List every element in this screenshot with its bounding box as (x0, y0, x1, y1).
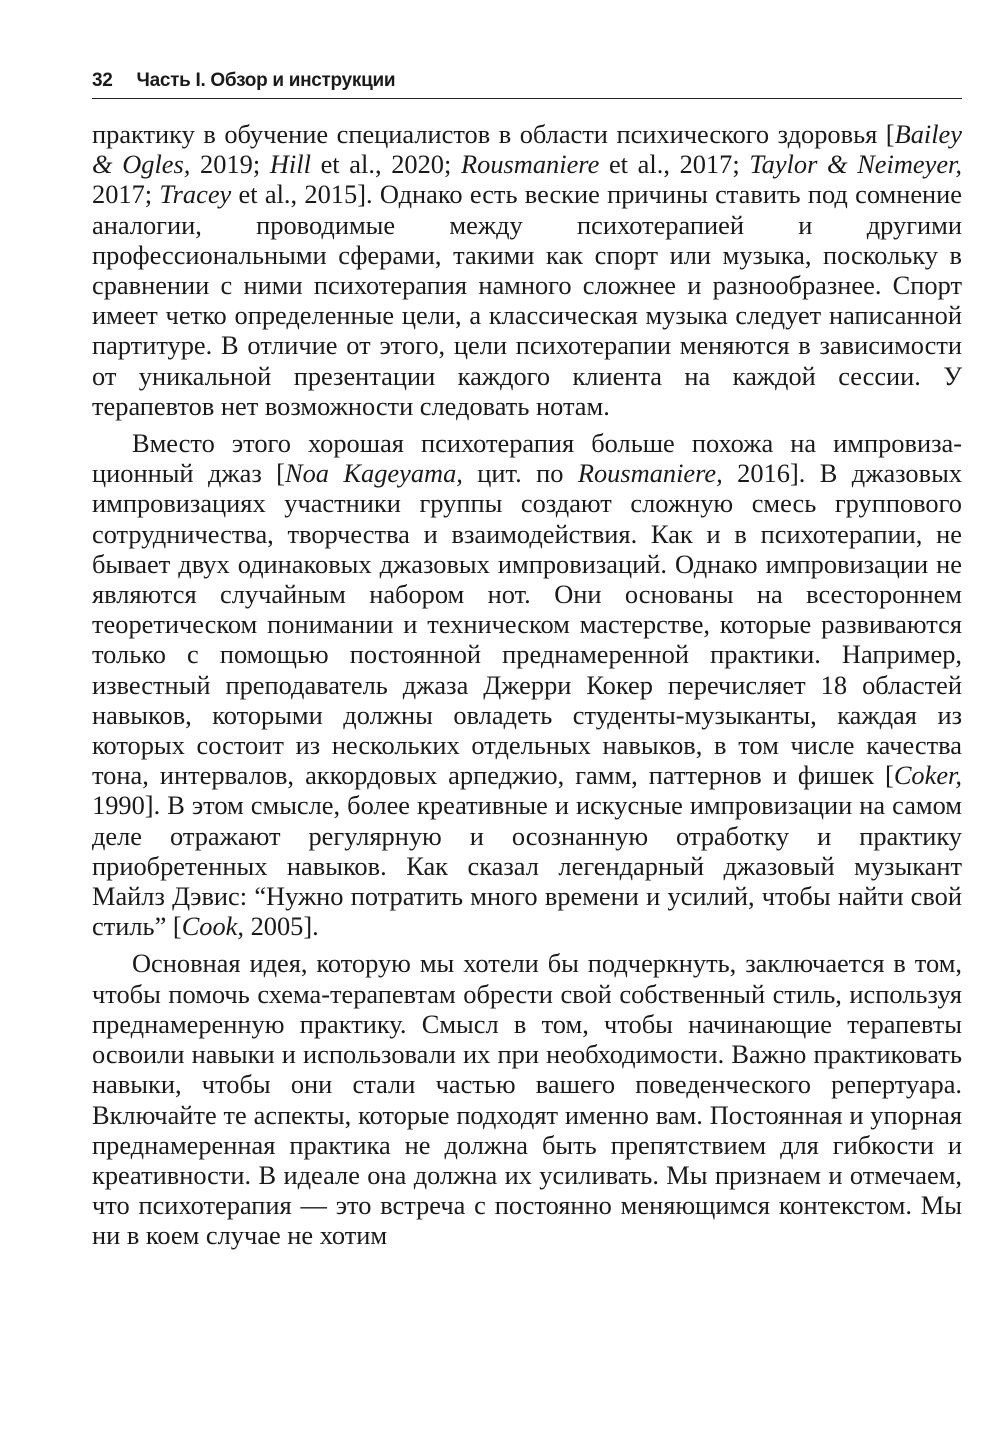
text-segment: et al., 2017; (599, 149, 750, 180)
text-segment: Вместо этого хорошая психотерапия больше похожа на импровизационный джаз [ (92, 428, 962, 489)
citation-author: Taylor & Neimeyer, (749, 149, 962, 180)
text-segment: 2019; (190, 149, 270, 180)
paragraph-2 (92, 428, 962, 941)
page-number: 32 (92, 70, 113, 91)
section-title: Часть I. Обзор и инструкции (136, 70, 396, 91)
text-segment: 2017; (92, 179, 160, 210)
citation-author: Bailey & Ogles, (92, 119, 962, 180)
citation-author: Noa Kageyama, (284, 458, 463, 489)
citation-author: Cook, (181, 911, 244, 942)
citation-author: Hill (269, 149, 311, 180)
book-page (92, 70, 962, 1251)
citation-author: Tracey (159, 179, 232, 210)
paragraph-1 (92, 119, 962, 421)
text-segment: цит. по (462, 458, 578, 489)
text-segment: 1990]. В этом смысле, более креативные и искусные импровизации на самом деле отражают регулярную и осознанную отработку и практику приобретенных навыков. Как сказал легендарный джазовый музыкант Майлз Дэвис: “Нужно потратить много времени и усилий, чтобы найти свой стиль” [ (92, 790, 962, 942)
text-segment: 2016]. В джазовых импровизациях участники группы создают сложную смесь группового сотрудничества, творчества и взаимодействия. Как и в психотерапии, не бывает двух одинаковых джазовых импровизаций. Однако импровизации не являются случайным набором нот. Они основаны на всестороннем теоретическом понимании и техническом мастерстве, которые развиваются только с помощью постоянной преднамеренной практики. Например, известный преподаватель джаза Джерри Кокер перечисляет 18 областей навыков, которыми должны овладеть студенты-музыканты, каждая из которых состоит из нескольких отдельных навыков, в том числе качества тона, интервалов, аккордовых арпеджио, гамм, паттернов и фишек [ (92, 458, 963, 791)
text-segment: et al., 2020; (310, 149, 461, 180)
text-segment: 2005]. (244, 911, 319, 942)
paragraph-3 (92, 948, 962, 1250)
text-segment: et al., 2015]. Однако есть веские причины ставить под сомнение аналогии, проводимые между психотерапией и другими профессиональными сферами, такими как спорт или музыка, поскольку в сравнении с ними психотерапия намного сложнее и разнообразнее. Спорт имеет четко определенные цели, а классическая музыка следует написанной партитуре. В отличие от этого, цели психотерапии меняются в зависимости от уникальной презентации каждого клиента на каждой сессии. У терапевтов нет возможности следовать нотам. (92, 179, 963, 421)
citation-author: Coker, (893, 760, 962, 791)
running-head (92, 70, 962, 99)
citation-author: Rousmaniere (461, 149, 600, 180)
text-segment: практику в обучение специалистов в области психического здоровья [ (92, 119, 895, 149)
text-segment: Основная идея, которую мы хотели бы подчеркнуть, заключается в том, чтобы помочь схема-терапевтам обрести свой собственный стиль, используя преднамеренную практику. Смысл в том, чтобы начинающие терапевты освоили навыки и использовали их при необходимости. Важно практиковать навыки, чтобы они стали частью вашего поведенческого репертуара. Включайте те аспекты, которые подходят именно вам. Постоянная и упорная преднамеренная практика не должна быть препятствием для гибкости и креативности. В идеале она должна их усиливать. Мы признаем и отмечаем, что психотерапия — это встреча с постоянно меняющимся контекстом. Мы ни в коем случае не хотим (92, 948, 962, 1251)
citation-author: Rousmaniere, (577, 458, 723, 489)
body-text (92, 119, 962, 1251)
